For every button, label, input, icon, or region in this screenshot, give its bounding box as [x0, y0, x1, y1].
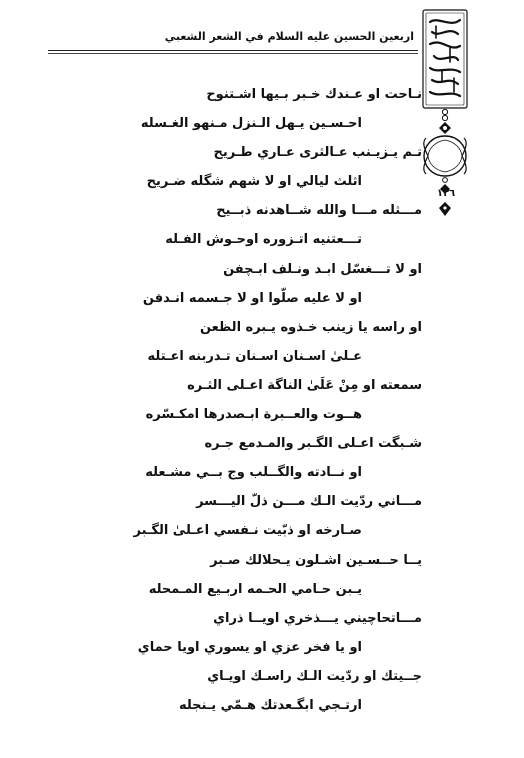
verse-line: تـــعتنيه اتـزوره اوحـوش الفـله [165, 232, 362, 248]
verse-line: او يا فخر عزي او يسوري اويا حماي [137, 639, 362, 655]
running-header-title: اربعين الحسين عليه السلام في الشعر الشعبي [164, 30, 414, 43]
verse-line: مـــاتحاچيني يـــذخري اويــا ذراي [213, 610, 422, 626]
verse-line: سمعته او مِنْ عَلَىٰ الناگة اعـلى الثـره [187, 377, 422, 393]
verse-line: نـاحت او عـندك خـبر بـيها اشـتنوح [206, 87, 422, 102]
verse-line: صـارخه او ذبّيت نـفسي اعـلىٰ الگـبر [133, 523, 362, 539]
verse-line: جــيتك او ردّيت الـك راسـك اويـاي [207, 668, 422, 684]
verse-line: او نــادته والگــلب وج بــي مشـعله [145, 465, 362, 481]
verse-line: مـــاني ردّيت الـك مـــن ذلّ اليـــسر [196, 494, 422, 510]
verse-line: شـبگت اعـلى الگـبر والمـدمع جـره [204, 436, 422, 452]
poem [60, 80, 422, 720]
verse-line: يــا حــسـين اشـلون يـحلالك صـبر [210, 552, 422, 568]
header-rule [48, 50, 418, 51]
header-rule-thin [48, 53, 418, 54]
verse-line: ارتـجي ابگـعدتك هـمّي يـنجله [178, 697, 362, 713]
verse-line: هــوت والعــبرة ابـصدرها امكـسّره [145, 407, 362, 423]
verse-line: عـلىٰ اسـنان اسـنان تـدربنه اعـتله [147, 348, 362, 364]
verse-line: او لا عليه صلّوا او لا جـسمه انـدفن [142, 290, 362, 306]
verse-line: احـسـين يـهل الـنزل مـنهو الغـسله [140, 116, 362, 132]
verse-line: يـبن حـامي الحـمه اربـيع المـمحله [148, 581, 362, 597]
verse-line: تـم يـزيـنب عـالثرى عـاري طـريح [213, 145, 422, 161]
verse-line: اثلث ليالي او لا شهم شگله ضـريح [146, 174, 362, 190]
page-number: ١٣٦ [436, 188, 456, 199]
calligraphy-ornament-icon [420, 8, 470, 218]
verse-line: او راسه يا زينب خـذوه يـبره الظعن [199, 319, 422, 335]
verse-line: او لا تـــغسّل ابـد ونـلف ابـچفن [223, 261, 422, 277]
verse-line: مـــثله مـــا والله شــاهدنه ذبــيح [216, 203, 422, 219]
